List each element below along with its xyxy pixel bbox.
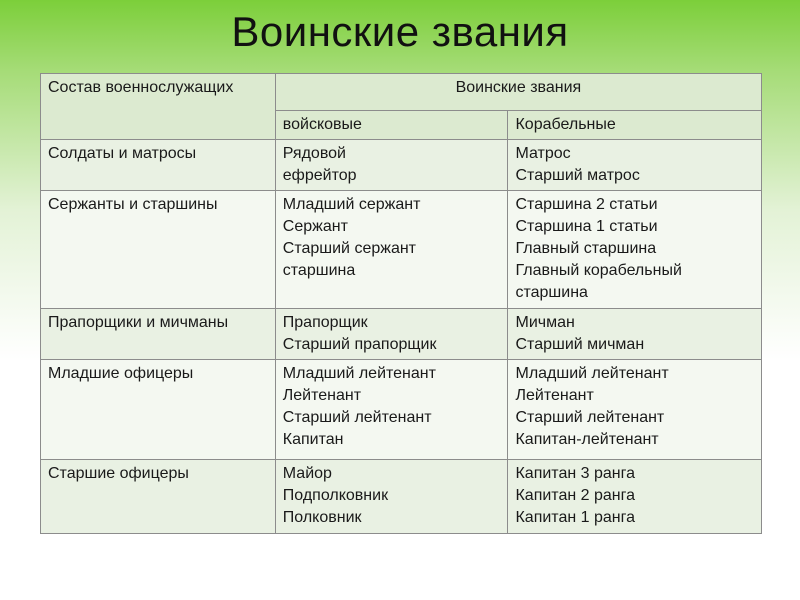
rank-item: Младший лейтенант (282, 365, 436, 382)
rank-item: старшина (282, 262, 356, 279)
rank-item: Главный старшина (515, 240, 657, 257)
rank-item: Старшина 1 статьи (515, 218, 658, 235)
rank-item: Подполковник (282, 487, 389, 504)
navy-ranks-cell (508, 360, 762, 460)
rank-item: Капитан 3 ранга (515, 465, 635, 482)
rank-item: старшина (515, 284, 588, 301)
rank-item: Младший лейтенант (515, 365, 669, 382)
army-ranks-cell (275, 140, 508, 191)
category-cell: Старшие офицеры (41, 460, 276, 534)
army-ranks-cell (275, 360, 508, 460)
table-row (41, 360, 762, 460)
rank-item: Лейтенант (515, 387, 594, 404)
header-navy: Корабельные (508, 111, 762, 140)
rank-item: Главный корабельный (515, 262, 682, 279)
rank-item: Старший матрос (515, 167, 640, 184)
rank-item: Матрос (515, 145, 571, 162)
rank-item: Капитан (282, 431, 344, 448)
rank-item: Капитан 1 ранга (515, 509, 635, 526)
rank-item: Старший сержант (282, 240, 416, 257)
rank-item: Младший сержант (282, 196, 421, 213)
table-row (41, 191, 762, 309)
table-row (41, 140, 762, 191)
rank-item: Мичман (515, 314, 575, 331)
rank-item: Лейтенант (282, 387, 362, 404)
rank-item: Сержант (282, 218, 348, 235)
category-cell: Прапорщики и мичманы (41, 309, 276, 360)
rank-item: Старший лейтенант (515, 409, 665, 426)
rank-item: Полковник (282, 509, 362, 526)
navy-ranks-cell (508, 309, 762, 360)
rank-item: Майор (282, 465, 332, 482)
rank-item: Старший лейтенант (282, 409, 432, 426)
table-row (41, 309, 762, 360)
rank-item: Старший мичман (515, 336, 645, 353)
army-ranks-cell (275, 460, 508, 534)
table-row (41, 460, 762, 534)
category-cell: Младшие офицеры (41, 360, 276, 460)
category-cell: Солдаты и матросы (41, 140, 276, 191)
rank-item: Капитан-лейтенант (515, 431, 659, 448)
navy-ranks-cell (508, 460, 762, 534)
category-cell: Сержанты и старшины (41, 191, 276, 309)
header-composition: Состав военнослужащих (41, 74, 276, 140)
rank-item: Прапорщик (282, 314, 368, 331)
rank-item: Старший прапорщик (282, 336, 437, 353)
rank-item: Капитан 2 ранга (515, 487, 635, 504)
ranks-table (40, 73, 762, 534)
rank-item: ефрейтор (282, 167, 357, 184)
rank-item: Старшина 2 статьи (515, 196, 658, 213)
rank-item: Рядовой (282, 145, 346, 162)
slide-title: Воинские звания (231, 8, 569, 55)
header-ranks: Воинские звания (275, 74, 761, 111)
army-ranks-cell (275, 309, 508, 360)
navy-ranks-cell (508, 140, 762, 191)
navy-ranks-cell (508, 191, 762, 309)
header-army: войсковые (275, 111, 508, 140)
army-ranks-cell (275, 191, 508, 309)
